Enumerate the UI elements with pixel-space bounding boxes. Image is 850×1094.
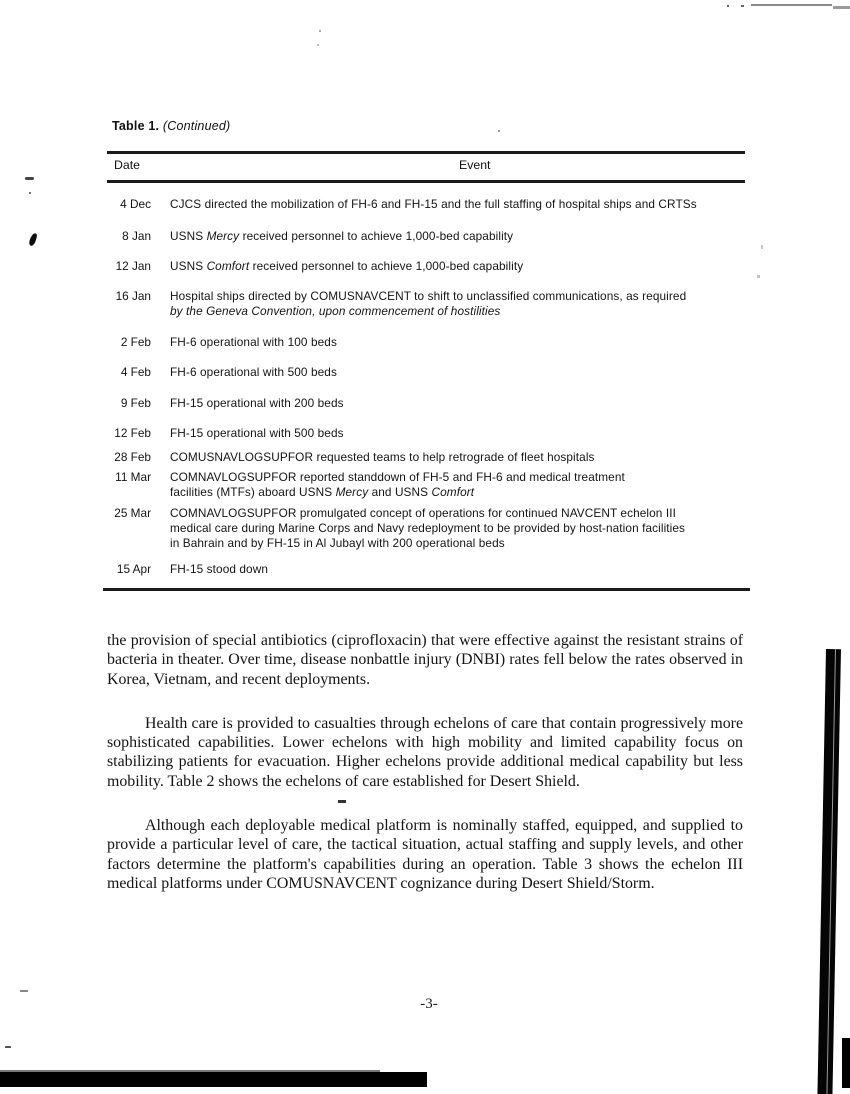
photocopy-bar-corner (842, 1038, 850, 1088)
scan-artifact-dot (727, 5, 729, 7)
table-row (107, 197, 745, 212)
table-row (107, 365, 745, 380)
column-header-event: Event (459, 158, 491, 172)
event-description: COMNAVLOGSUPFOR promulgated concept of operations for continued NAVCENT echelon III medical care during Marine Corps and Navy redeployment to be provided by host-nation facilities in Bahrain and by FH-15 in Al Jubayl with 200 operational beds (170, 506, 686, 550)
table-row (107, 335, 745, 350)
event-description: COMNAVLOGSUPFOR reported standdown of FH-5 and FH-6 and medical treatment facilities (MTFs) aboard USNS Mercy and USNS Comfort (170, 470, 625, 499)
event-description: CJCS directed the mobilization of FH-6 and FH-15 and the full staffing of hospital ships and CRTSs (170, 197, 697, 211)
photocopy-bar-bottom (0, 1072, 427, 1087)
scan-artifact-left-dash (25, 177, 34, 180)
event-description: FH-15 operational with 500 beds (170, 426, 344, 440)
scan-artifact-left-mark (28, 232, 37, 246)
table-row (107, 562, 745, 577)
event-description: FH-15 stood down (170, 562, 268, 576)
body-text (107, 631, 743, 918)
scan-artifact-speck (761, 245, 763, 249)
event-description: USNS Mercy received personnel to achieve 1,000-bed capability (170, 229, 514, 243)
event-date: 4 Dec (120, 197, 151, 211)
scan-artifact-dot (741, 5, 744, 7)
table-row (107, 450, 745, 465)
event-date: 11 Mar (115, 470, 151, 484)
photocopy-bar-stripe (826, 649, 836, 1094)
table-body (107, 197, 745, 592)
event-date: 16 Jan (115, 289, 151, 303)
body-paragraph: Health care is provided to casualties through echelons of care that contain progressively more sophisticated capabilities. Lower echelons with high mobility and limited capability focus on stabilizing patients for evacuation. Higher echelons provide additional medical capability but less mobility. Table 2 shows the echelons of care established for Desert Shield. (107, 714, 743, 790)
event-date: 15 Apr (116, 562, 151, 576)
table-rule-header (107, 180, 745, 183)
scan-artifact-speck (757, 275, 760, 278)
page-number: -3- (420, 996, 438, 1012)
event-date: 4 Feb (120, 365, 151, 379)
scan-artifact-left-dash-2 (20, 990, 28, 992)
photocopy-bar-right (817, 649, 841, 1094)
table-row (107, 289, 745, 319)
event-date: 12 Jan (115, 259, 151, 273)
table-rule-top (107, 151, 745, 154)
event-date: 8 Jan (122, 229, 151, 243)
table-row (107, 396, 745, 411)
events-table (107, 151, 745, 595)
event-description: FH-6 operational with 500 beds (170, 365, 337, 379)
scan-artifact-dash (5, 1046, 11, 1048)
event-description: FH-15 operational with 200 beds (170, 396, 344, 410)
table-row (107, 229, 745, 244)
scan-artifact-top-line (751, 4, 832, 6)
scan-artifact-dot (29, 192, 31, 194)
scan-artifact-dot (498, 130, 500, 132)
event-date: 2 Feb (120, 335, 151, 349)
event-description: USNS Comfort received personnel to achieve 1,000-bed capability (170, 259, 524, 273)
table-row (107, 470, 745, 500)
event-date: 9 Feb (120, 396, 151, 410)
event-description: FH-6 operational with 100 beds (170, 335, 337, 349)
scan-artifact-dot (319, 30, 321, 32)
scan-artifact-top-line-2 (833, 6, 850, 9)
event-date: 25 Mar (114, 506, 151, 520)
body-paragraph: Although each deployable medical platform is nominally staffed, equipped, and supplied to provide a particular level of care, the tactical situation, actual staffing and supply levels, and other factors determine the platform's capabilities during an operation. Table 3 shows the echelon III medical platforms under COMUSNAVCENT cognizance during Desert Shield/Storm. (107, 817, 743, 892)
table-rule-bottom (103, 588, 750, 591)
event-description: Hospital ships directed by COMUSNAVCENT to shift to unclassified communications, as required by the Geneva Convention, upon commencement of hostilities (170, 289, 687, 318)
scan-artifact-dash (338, 800, 346, 803)
table-caption-label: Table 1. (112, 119, 160, 133)
table-row (107, 426, 745, 441)
event-description: COMUSNAVLOGSUPFOR requested teams to help retrograde of fleet hospitals (170, 450, 595, 464)
event-date: 12 Feb (114, 426, 151, 440)
body-paragraph: the provision of special antibiotics (ciprofloxacin) that were effective against the resistant strains of bacteria in theater. Over time, disease nonbattle injury (DNBI) rates fell below the rates observed in Korea, Vietnam, and recent deployments. (107, 632, 743, 688)
event-date: 28 Feb (114, 450, 151, 464)
table-caption-continued: (Continued) (159, 119, 231, 133)
scan-artifact-dot (317, 44, 319, 46)
table-row (107, 506, 745, 551)
table-caption (112, 119, 230, 133)
column-header-date: Date (114, 158, 140, 172)
table-row (107, 259, 745, 274)
